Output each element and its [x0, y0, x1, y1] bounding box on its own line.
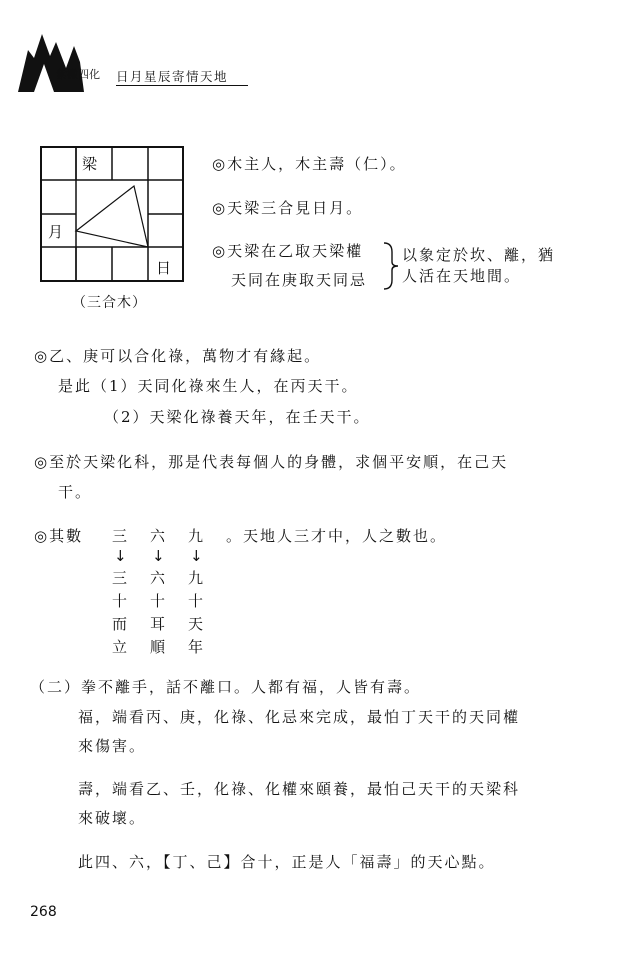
down-arrow-icon: ↓	[114, 547, 129, 565]
note-tianliang-power: ◎天梁在乙取天梁權	[212, 242, 364, 260]
num-r3-c2: 十	[150, 592, 168, 610]
para-tianliang-science-cont: 干。	[58, 483, 93, 501]
num-r4-c2: 耳	[150, 615, 168, 633]
num-r2-c2: 六	[150, 569, 168, 587]
num-r5-c3: 年	[188, 638, 206, 656]
section2-longevity: 壽，端看乙、壬，化祿、化權來頤養，最怕己天干的天梁科	[78, 780, 521, 798]
down-arrow-icon: ↓	[152, 547, 167, 565]
note-human-world: 人活在天地間。	[402, 267, 522, 285]
num-r1-c2: 六	[150, 527, 168, 545]
note-wood: ◎木主人，木主壽（仁）。	[212, 155, 407, 173]
section2-fortune-cont: 來傷害。	[78, 737, 147, 755]
num-r2-c1: 三	[112, 569, 130, 587]
num-r5-c2: 順	[150, 638, 168, 656]
para-tianliang-science: ◎至於天梁化科，那是代表每個人的身體，求個平安順，在己天	[34, 453, 509, 471]
note-tianliang-trine: ◎天梁三合見日月。	[212, 199, 364, 217]
header-underline	[116, 85, 248, 86]
note-tiantong-taboo: 天同在庚取天同忌	[231, 271, 368, 289]
num-r3-c3: 十	[188, 592, 206, 610]
section2-heart-point: 此四、六，【丁、己】合十，正是人「福壽」的天心點。	[78, 853, 496, 871]
para-item-2: （2）天梁化祿養天年，在壬天干。	[104, 408, 371, 426]
para-item-1: 是此（1）天同化祿來生人，在丙天干。	[58, 377, 359, 395]
note-kan-li: 以象定於坎、離，猶	[402, 246, 556, 264]
book-logo	[14, 28, 118, 98]
numbers-explanation: 。天地人三才中，人之數也。	[226, 527, 448, 545]
num-r5-c1: 立	[112, 638, 130, 656]
mountain-logo-icon	[14, 28, 118, 98]
section2-fortune: 福，端看丙、庚，化祿、化忌來完成，最怕丁天干的天同權	[78, 708, 521, 726]
section2-longevity-cont: 來破壞。	[78, 809, 147, 827]
series-subtitle: 紫微四化	[56, 68, 100, 81]
num-r1-c1: 三	[112, 527, 130, 545]
num-r1-c3: 九	[188, 527, 206, 545]
right-brace-icon	[382, 240, 400, 292]
page-number: 268	[30, 904, 57, 920]
para-yi-geng: ◎乙、庚可以合化祿，萬物才有緣起。	[34, 347, 322, 365]
grid-caption: （三合木）	[72, 295, 147, 311]
num-r3-c1: 十	[112, 592, 130, 610]
num-r2-c3: 九	[188, 569, 206, 587]
num-r4-c1: 而	[112, 615, 130, 633]
grid-label-liang: 梁	[82, 155, 100, 173]
down-arrow-icon: ↓	[190, 547, 205, 565]
numbers-lead: ◎其數	[34, 527, 84, 545]
grid-label-sun: 日	[156, 259, 174, 277]
section2-heading: （二）拳不離手，話不離口。人都有福，人皆有壽。	[30, 678, 422, 696]
grid-label-moon: 月	[48, 223, 66, 241]
num-r4-c3: 天	[188, 615, 206, 633]
chapter-title: 日月星辰寄情天地	[116, 69, 229, 84]
